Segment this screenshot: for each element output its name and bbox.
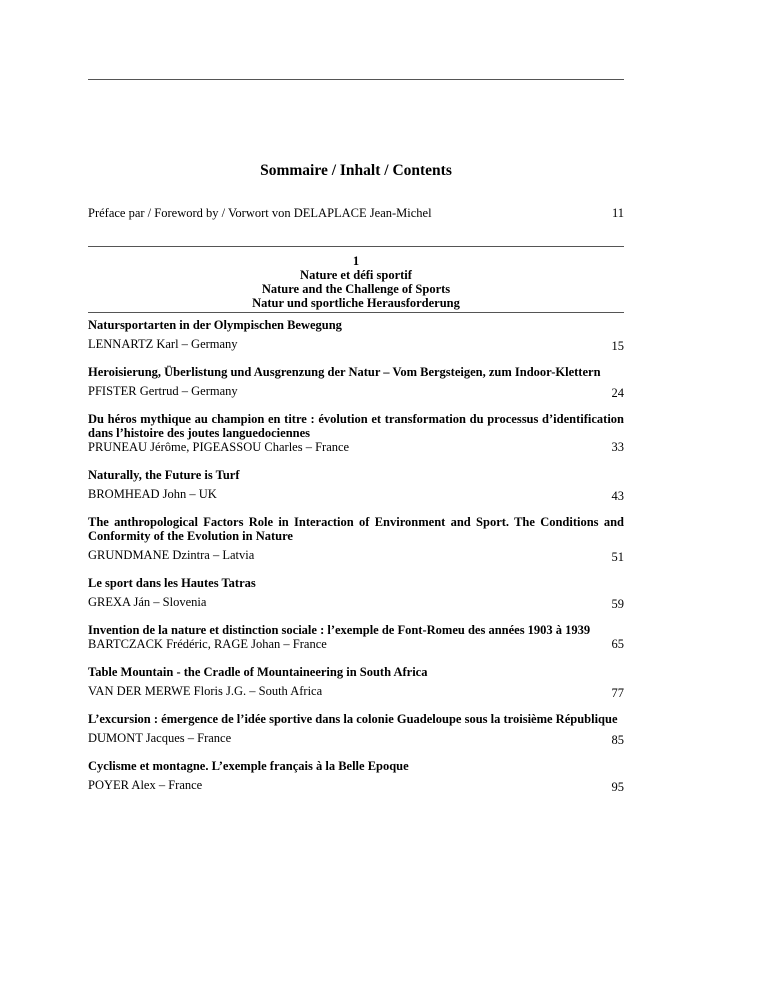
entry-title: The anthropological Factors Role in Interaction of Environment and Sport. The Conditions and Conformity of the Evolution in Nature [88, 515, 624, 543]
entry-page-number: 33 [611, 440, 624, 454]
section-title-fr: Nature et défi sportif [300, 268, 412, 282]
entry-author: VAN DER MERWE Floris J.G. – South Africa 77 [88, 684, 624, 700]
toc-entry [88, 468, 624, 501]
entry-title: Invention de la nature et distinction sociale : l’exemple de Font-Romeu des années 1903 à 1939 [88, 623, 591, 637]
toc-entry [88, 515, 624, 562]
entry-author: LENNARTZ Karl – Germany 15 [88, 337, 624, 353]
entry-page-number: 59 [611, 597, 624, 611]
toc-entry [88, 318, 624, 351]
section-number: 1 [352, 254, 360, 268]
entry-title: Du héros mythique au champion en titre : évolution et transformation du processus d’identification dans l’histoire des joutes languedociennes [88, 412, 624, 440]
entry-author: DUMONT Jacques – France 85 [88, 731, 624, 747]
toc-entry-list [88, 318, 624, 806]
toc-entry [88, 665, 624, 698]
entry-title: L’excursion : émergence de l’idée sportive dans la colonie Guadeloupe sous la troisième République [88, 712, 618, 726]
entry-title: Cyclisme et montagne. L’exemple français à la Belle Epoque [88, 759, 409, 773]
foreword-entry [88, 206, 624, 221]
entry-author: GRUNDMANE Dzintra – Latvia 51 [88, 548, 624, 564]
foreword-text: Préface par / Foreword by / Vorwort von DELAPLACE Jean-Michel [88, 206, 432, 220]
entry-title: Naturally, the Future is Turf [88, 468, 240, 482]
entry-page-number: 51 [611, 550, 624, 564]
toc-entry [88, 623, 624, 651]
foreword-page-number: 11 [611, 206, 624, 220]
toc-entry [88, 365, 624, 398]
entry-page-number: 77 [611, 686, 624, 700]
section-title-de: Natur und sportliche Herausforderung [252, 296, 460, 310]
toc-entry [88, 712, 624, 745]
section-header [88, 246, 624, 313]
section-title-en: Nature and the Challenge of Sports [261, 282, 451, 296]
entry-author: POYER Alex – France 95 [88, 778, 624, 794]
entry-author: PFISTER Gertrud – Germany 24 [88, 384, 624, 400]
top-divider [88, 79, 624, 80]
entry-page-number: 65 [611, 637, 624, 651]
entry-page-number: 43 [611, 489, 624, 503]
toc-entry [88, 576, 624, 609]
page-title: Sommaire / Inhalt / Contents [260, 162, 452, 179]
entry-author: BROMHEAD John – UK 43 [88, 487, 624, 503]
entry-page-number: 15 [611, 339, 624, 353]
toc-entry [88, 412, 624, 454]
toc-entry [88, 759, 624, 792]
entry-author: PRUNEAU Jérôme, PIGEASSOU Charles – France 33 [88, 440, 624, 454]
entry-page-number: 85 [611, 733, 624, 747]
entry-title: Natursportarten in der Olympischen Bewegung [88, 318, 342, 332]
entry-title: Heroisierung, Überlistung und Ausgrenzung der Natur – Vom Bergsteigen, zum Indoor-Klettern [88, 365, 601, 379]
entry-title: Le sport dans les Hautes Tatras [88, 576, 256, 590]
entry-page-number: 95 [611, 780, 624, 794]
entry-author: BARTCZACK Frédéric, RAGE Johan – France 65 [88, 637, 624, 651]
entry-page-number: 24 [611, 386, 624, 400]
entry-title: Table Mountain - the Cradle of Mountaineering in South Africa [88, 665, 428, 679]
entry-author: GREXA Ján – Slovenia 59 [88, 595, 624, 611]
